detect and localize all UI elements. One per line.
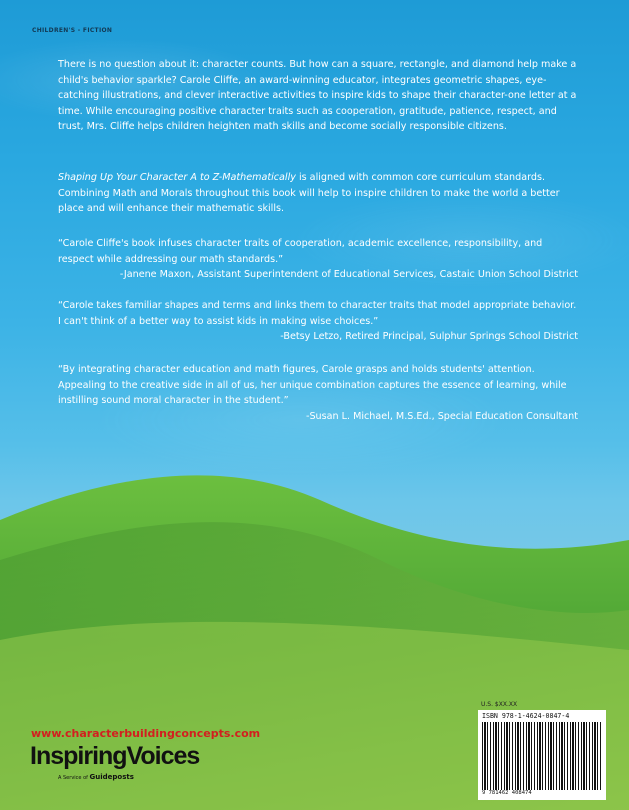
barcode-number: 9 781462 408474 xyxy=(482,790,532,796)
publisher-logo xyxy=(30,742,200,781)
testimonial-attribution: -Susan L. Michael, M.S.Ed., Special Education Consultant xyxy=(306,410,578,422)
testimonial xyxy=(58,362,578,424)
book-title-italic: Shaping Up Your Character A to Z-Mathematically xyxy=(58,172,296,183)
alignment-paragraph xyxy=(58,170,578,217)
testimonial-attribution: -Betsy Letzo, Retired Principal, Sulphur Springs School District xyxy=(280,331,578,342)
publisher-tagline: A Service of Guideposts xyxy=(58,773,134,781)
testimonial-quote: “Carole takes familiar shapes and terms and links them to character traits that model appropriate behavior. I can't think of a better way to assist kids in making wise choices.” xyxy=(58,300,577,327)
isbn-text: ISBN 978-1-4624-0847-4 xyxy=(482,712,570,720)
genre-label: CHILDREN'S - FICTION xyxy=(32,27,113,34)
publisher-name: InspiringVoices xyxy=(30,742,200,770)
description-paragraph xyxy=(58,57,578,135)
testimonial-quote: “Carole Cliffe's book infuses character traits of cooperation, academic excellence, responsibility, and respect while addressing our math standards.” xyxy=(58,238,543,265)
testimonial-attribution: -Janene Maxon, Assistant Superintendent of Educational Services, Castaic Union School District xyxy=(119,269,578,280)
barcode-box xyxy=(478,710,606,800)
testimonial-quote: “By integrating character education and math figures, Carole grasps and holds students' attention. Appealing to the creative side in all of us, her unique combination captures the essence of learning, while instilling sound moral character in the student.” xyxy=(58,364,567,406)
alignment-text: is aligned with common core curriculum standards. Combining Math and Morals throughout this book will help to inspire children to make the world a better place and will enhance their mathematic skills. xyxy=(58,172,560,214)
description-text: There is no question about it: character counts. But how can a square, rectangle, and diamond help make a child's behavior sparkle? Carole Cliffe, an award-winning educator, integrates geometric shapes, eye-catching illustrations, and clever interactive activities to inspire kids to shape their character-one letter at a time. While encouraging positive character traits such as cooperation, gratitude, patience, respect, and trust, Mrs. Cliffe helps children heighten math skills and become socially responsible citizens. xyxy=(58,59,577,132)
testimonial xyxy=(58,236,578,283)
price-label: U.S. $XX.XX xyxy=(481,701,518,708)
testimonial xyxy=(58,298,578,345)
guideposts-brand: Guideposts xyxy=(89,773,134,781)
website-link[interactable]: www.characterbuildingconcepts.com xyxy=(31,727,261,740)
barcode-bars xyxy=(482,722,602,790)
